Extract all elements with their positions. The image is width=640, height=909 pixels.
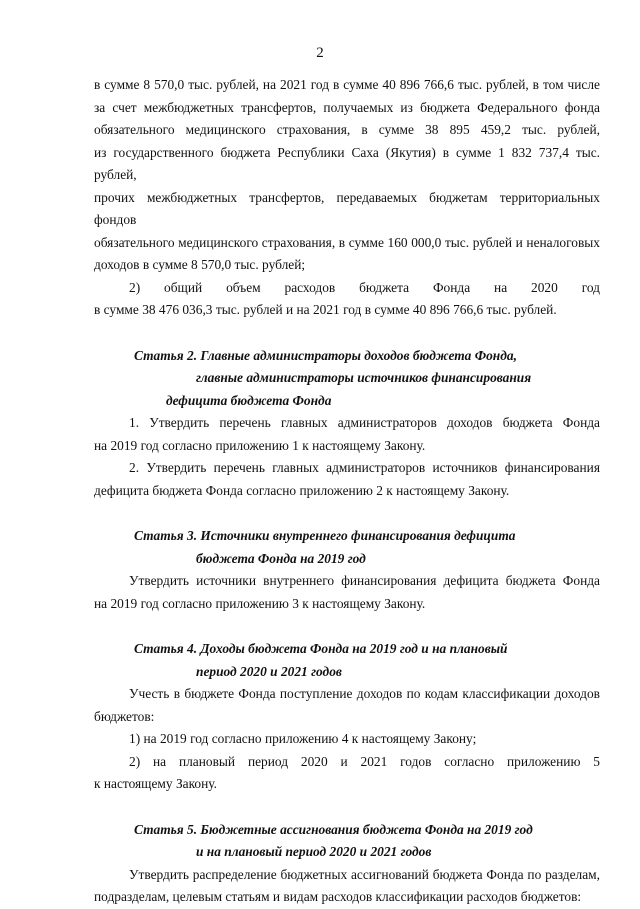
text-line: 2) общий объем расходов бюджета Фонда на 2020 год bbox=[129, 279, 600, 295]
article-3-paragraph-1 bbox=[94, 570, 600, 615]
text-line: к настоящему Закону. bbox=[94, 776, 217, 791]
article-2-paragraph-1 bbox=[94, 412, 600, 457]
heading-line: и на плановый период 2020 и 2021 годов bbox=[196, 844, 432, 859]
article-3-heading bbox=[94, 525, 600, 570]
heading-line: Статья 2. Главные администраторы доходов бюджета Фонда, bbox=[134, 347, 517, 363]
text-line: в сумме 38 476 036,3 тыс. рублей и на 2021 год в сумме 40 896 766,6 тыс. рублей. bbox=[94, 302, 557, 317]
article-4-item-2 bbox=[94, 751, 600, 796]
text-line: из государственного бюджета Республики Саха (Якутия) в сумме 1 832 737,4 тыс. рублей, bbox=[94, 144, 600, 182]
text-line: бюджетов: bbox=[94, 708, 155, 724]
text-line: Утвердить распределение бюджетных ассигнований бюджета Фонда по разделам, bbox=[129, 866, 600, 882]
text-line: 2. Утвердить перечень главных администраторов источников финансирования bbox=[129, 460, 600, 475]
text-line: в сумме 8 570,0 тыс. рублей, на 2021 год в сумме 40 896 766,6 тыс. рублей, в том числе bbox=[94, 77, 600, 92]
paragraph-revenue-continuation bbox=[94, 74, 600, 277]
article-4-item-1 bbox=[94, 728, 600, 751]
paragraph-expenses-total bbox=[94, 277, 600, 322]
text-line: обязательного медицинского страхования, в сумме 38 895 459,2 тыс. рублей, bbox=[94, 122, 600, 137]
heading-line: Статья 5. Бюджетные ассигнования бюджета Фонда на 2019 год bbox=[134, 821, 533, 837]
heading-line: бюджета Фонда на 2019 год bbox=[196, 550, 366, 566]
text-line: прочих межбюджетных трансфертов, передаваемых бюджетам территориальных фондов bbox=[94, 189, 600, 227]
page-number: 2 bbox=[316, 45, 324, 61]
heading-line: Статья 3. Источники внутреннего финансирования дефицита bbox=[134, 528, 516, 543]
text-line: подразделам, целевым статьям и видам расходов классификации расходов бюджетов: bbox=[94, 889, 582, 904]
text-line: на 2019 год согласно приложению 3 к настоящему Закону. bbox=[94, 595, 426, 611]
text-line: 2) на плановый период 2020 и 2021 годов согласно приложению 5 bbox=[129, 753, 600, 769]
text-line: на 2019 год согласно приложению 1 к настоящему Закону. bbox=[94, 437, 426, 453]
text-line: доходов в сумме 8 570,0 тыс. рублей; bbox=[94, 257, 306, 272]
article-4-heading bbox=[94, 638, 600, 683]
text-line: Учесть в бюджете Фонда поступление доходов по кодам классификации доходов bbox=[129, 686, 600, 701]
article-2-paragraph-2 bbox=[94, 457, 600, 502]
text-line: 1) на 2019 год согласно приложению 4 к настоящему Закону; bbox=[129, 731, 477, 746]
text-line: за счет межбюджетных трансфертов, получаемых из бюджета Федерального фонда bbox=[94, 99, 600, 115]
heading-line: дефицита бюджета Фонда bbox=[166, 392, 332, 408]
article-5-paragraph-1 bbox=[94, 864, 600, 909]
article-5-heading bbox=[94, 819, 600, 864]
document-body bbox=[94, 74, 600, 909]
article-2-heading bbox=[94, 345, 600, 413]
heading-line: Статья 4. Доходы бюджета Фонда на 2019 год и на плановый bbox=[134, 641, 508, 656]
heading-line: главные администраторы источников финансирования bbox=[196, 370, 532, 385]
text-line: обязательного медицинского страхования, в сумме 160 000,0 тыс. рублей и неналоговых bbox=[94, 234, 600, 250]
text-line: дефицита бюджета Фонда согласно приложению 2 к настоящему Закону. bbox=[94, 482, 510, 498]
text-line: Утвердить источники внутреннего финансирования дефицита бюджета Фонда bbox=[129, 573, 600, 588]
heading-line: период 2020 и 2021 годов bbox=[196, 663, 342, 679]
article-4-paragraph-1 bbox=[94, 683, 600, 728]
text-line: 1. Утвердить перечень главных администраторов доходов бюджета Фонда bbox=[129, 415, 600, 430]
